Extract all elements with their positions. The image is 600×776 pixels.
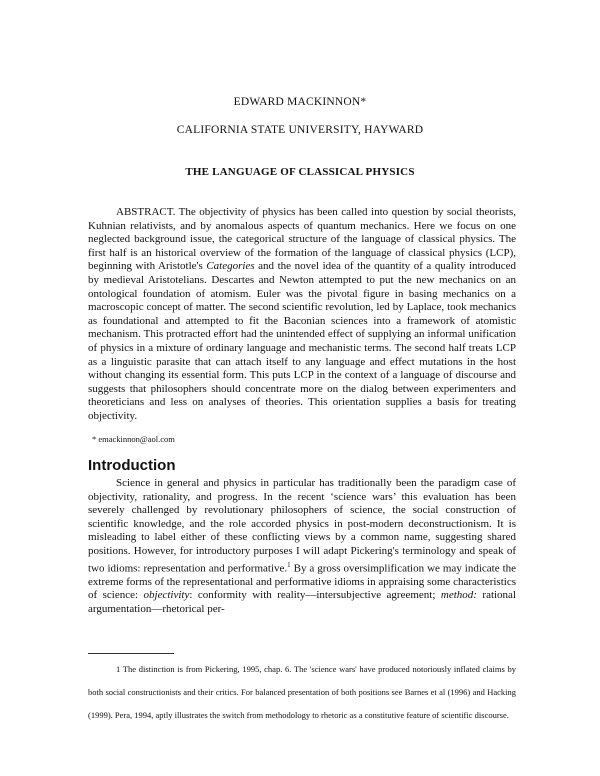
intro-text-1: Science in general and physics in particular has traditionally been the paradigm case of objectivity, rationality, and progress. In the recent ‘science wars’ this evaluation has been severely challenged by revolutionary philosophers of science, the social construction of scientific knowledge, and the role accorded physics in post-modern deconstructionism. It is misleading to label either of these conflicting views by a common name, suggesting shared positions. However, for introductory purposes I will adapt Pickering's terminology and speak of two idioms: representation and performative. xyxy=(88,477,516,575)
author-email-note: * emackinnon@aol.com xyxy=(92,434,175,444)
intro-term-objectivity: objectivity xyxy=(143,589,190,602)
intro-term-method: method: xyxy=(440,589,477,602)
section-heading-introduction: Introduction xyxy=(88,457,176,474)
footnote-divider xyxy=(88,653,174,654)
abstract-paragraph xyxy=(88,206,516,424)
intro-text-4: rational argumentation—rhetorical per- xyxy=(88,589,517,615)
intro-text-2: By a gross oversimplification we may indicate the extreme forms of the representational and performative idioms in appraising some characteristics of science: xyxy=(88,562,517,602)
footnote-marker: 1 xyxy=(287,560,291,569)
author-affiliation: CALIFORNIA STATE UNIVERSITY, HAYWARD xyxy=(176,124,424,136)
abstract-italic-categories: Categories xyxy=(206,260,255,273)
footnote-text: 1 The distinction is from Pickering, 1995, chap. 6. The 'science wars' have produced notoriously inflated claims by both social constructionists and their critics. For balanced presentation of both positions see Barnes et al (1996) and Hacking (1999). Pera, 1994, aptly illustrates the switch from methodology to rhetoric as a constitutive feature of scientific discourse. xyxy=(88,664,516,720)
paper-title: THE LANGUAGE OF CLASSICAL PHYSICS xyxy=(185,166,415,178)
abstract-text-2: and the novel idea of the quantity of a quality introduced by medieval Aristotelians. Descartes and Newton attempted to put the new mechanics on an ontological foundation of atomism. Euler was the pivotal figure in basing mechanics on a macroscopic concept of matter. The second scientific revolution, led by Laplace, took mechanics as foundational and attempted to fit the Baconian sciences into a framework of atomistic mechanism. This protracted effort had the unintended effect of supplying an informal unification of physics in a mixture of ordinary language and mechanistic terms. The second half treats LCP as a linguistic parasite that can attach itself to any language and effect mutations in the host without changing its essential form. This puts LCP in the context of a language of discourse and suggests that philosophers should concentrate more on the dialog between experimenters and theoreticians and less on analyses of theories. This orientation supplies a basis for treating objectivity. xyxy=(88,260,516,422)
abstract-text-1: ABSTRACT. The objectivity of physics has been called into question by social theorists, Kuhnian relativists, and by anomalous aspects of quantum mechanics. Here we focus on one neglected background issue, the categorical structure of the language of classical physics. The first half is an historical overview of the formation of the language of classical physics (LCP), beginning with Aristotle's xyxy=(88,206,516,273)
intro-text-3: : conformity with reality—intersubjective agreement; xyxy=(189,589,441,602)
author-name: EDWARD MACKINNON* xyxy=(233,96,367,108)
footnote xyxy=(88,658,516,727)
introduction-paragraph xyxy=(88,477,516,617)
